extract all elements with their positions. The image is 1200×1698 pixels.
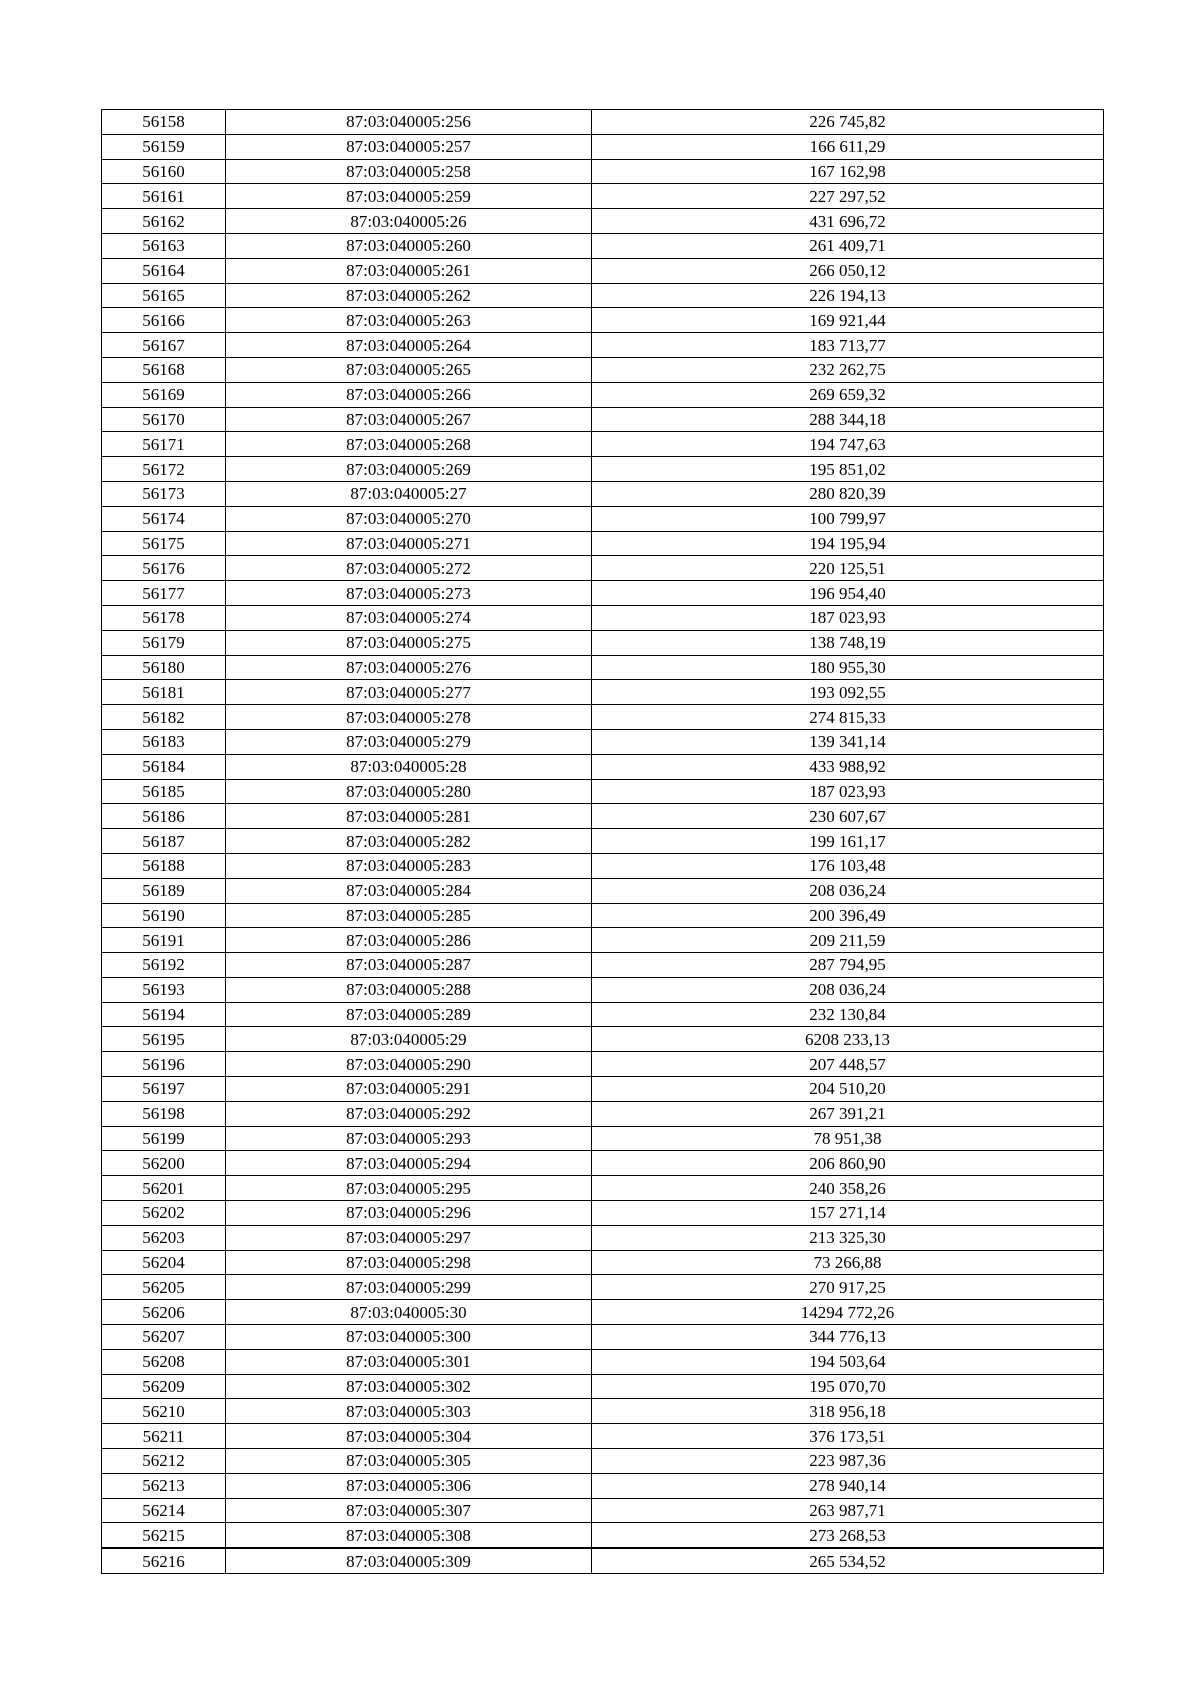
table-row <box>102 1250 1104 1275</box>
row-number-cell: 56180 <box>102 655 226 680</box>
row-number-cell: 56162 <box>102 209 226 234</box>
table-row <box>102 481 1104 506</box>
cadastral-number-cell: 87:03:040005:273 <box>226 581 592 606</box>
cadastral-number-cell: 87:03:040005:306 <box>226 1473 592 1498</box>
table-row <box>102 506 1104 531</box>
cadastral-number-cell: 87:03:040005:290 <box>226 1052 592 1077</box>
row-number-cell: 56210 <box>102 1399 226 1424</box>
row-number-cell: 56204 <box>102 1250 226 1275</box>
cadastral-number-cell: 87:03:040005:28 <box>226 754 592 779</box>
cadastral-number-cell: 87:03:040005:286 <box>226 928 592 953</box>
table-row <box>102 357 1104 382</box>
row-number-cell: 56199 <box>102 1126 226 1151</box>
row-number-cell: 56175 <box>102 531 226 556</box>
cadastral-number-cell: 87:03:040005:274 <box>226 605 592 630</box>
row-number-cell: 56181 <box>102 680 226 705</box>
row-number-cell: 56163 <box>102 233 226 258</box>
row-number-cell: 56168 <box>102 357 226 382</box>
cadastral-value-cell: 226 194,13 <box>592 283 1104 308</box>
cadastral-value-cell: 139 341,14 <box>592 729 1104 754</box>
cadastral-number-cell: 87:03:040005:288 <box>226 977 592 1002</box>
table-row <box>102 531 1104 556</box>
cadastral-value-cell: 273 268,53 <box>592 1523 1104 1548</box>
cadastral-number-cell: 87:03:040005:294 <box>226 1151 592 1176</box>
row-number-cell: 56186 <box>102 804 226 829</box>
cadastral-number-cell: 87:03:040005:256 <box>226 110 592 135</box>
cadastral-number-cell: 87:03:040005:289 <box>226 1002 592 1027</box>
cadastral-number-cell: 87:03:040005:307 <box>226 1498 592 1523</box>
cadastral-number-cell: 87:03:040005:295 <box>226 1176 592 1201</box>
row-number-cell: 56160 <box>102 159 226 184</box>
cadastral-number-cell: 87:03:040005:27 <box>226 481 592 506</box>
row-number-cell: 56185 <box>102 779 226 804</box>
table-row <box>102 233 1104 258</box>
table-row <box>102 977 1104 1002</box>
row-number-cell: 56166 <box>102 308 226 333</box>
cadastral-value-cell: 73 266,88 <box>592 1250 1104 1275</box>
row-number-cell: 56190 <box>102 903 226 928</box>
row-number-cell: 56179 <box>102 630 226 655</box>
row-number-cell: 56212 <box>102 1449 226 1474</box>
cadastral-value-cell: 433 988,92 <box>592 754 1104 779</box>
cadastral-value-cell: 194 503,64 <box>592 1349 1104 1374</box>
cadastral-number-cell: 87:03:040005:26 <box>226 209 592 234</box>
cadastral-number-cell: 87:03:040005:272 <box>226 556 592 581</box>
row-number-cell: 56176 <box>102 556 226 581</box>
cadastral-value-cell: 166 611,29 <box>592 134 1104 159</box>
cadastral-number-cell: 87:03:040005:309 <box>226 1548 592 1573</box>
cadastral-value-cell: 232 262,75 <box>592 357 1104 382</box>
cadastral-number-cell: 87:03:040005:259 <box>226 184 592 209</box>
table-row <box>102 1300 1104 1325</box>
row-number-cell: 56200 <box>102 1151 226 1176</box>
table-row <box>102 804 1104 829</box>
cadastral-number-cell: 87:03:040005:270 <box>226 506 592 531</box>
row-number-cell: 56187 <box>102 829 226 854</box>
cadastral-number-cell: 87:03:040005:277 <box>226 680 592 705</box>
cadastral-value-cell: 195 851,02 <box>592 457 1104 482</box>
row-number-cell: 56192 <box>102 953 226 978</box>
cadastral-number-cell: 87:03:040005:282 <box>226 829 592 854</box>
cadastral-number-cell: 87:03:040005:284 <box>226 878 592 903</box>
cadastral-value-cell: 274 815,33 <box>592 705 1104 730</box>
cadastral-number-cell: 87:03:040005:301 <box>226 1349 592 1374</box>
cadastral-number-cell: 87:03:040005:302 <box>226 1374 592 1399</box>
cadastral-value-cell: 138 748,19 <box>592 630 1104 655</box>
cadastral-number-cell: 87:03:040005:275 <box>226 630 592 655</box>
table-row <box>102 407 1104 432</box>
cadastral-value-cell: 220 125,51 <box>592 556 1104 581</box>
table-row <box>102 1176 1104 1201</box>
row-number-cell: 56198 <box>102 1101 226 1126</box>
cadastral-number-cell: 87:03:040005:257 <box>226 134 592 159</box>
row-number-cell: 56171 <box>102 432 226 457</box>
cadastral-value-cell: 213 325,30 <box>592 1225 1104 1250</box>
cadastral-number-cell: 87:03:040005:278 <box>226 705 592 730</box>
cadastral-value-cell: 278 940,14 <box>592 1473 1104 1498</box>
table-row <box>102 1449 1104 1474</box>
cadastral-number-cell: 87:03:040005:285 <box>226 903 592 928</box>
table-row <box>102 754 1104 779</box>
table-row <box>102 705 1104 730</box>
cadastral-number-cell: 87:03:040005:267 <box>226 407 592 432</box>
table-row <box>102 110 1104 135</box>
cadastral-value-cell: 266 050,12 <box>592 258 1104 283</box>
cadastral-value-cell: 180 955,30 <box>592 655 1104 680</box>
cadastral-value-cell: 199 161,17 <box>592 829 1104 854</box>
cadastral-number-cell: 87:03:040005:262 <box>226 283 592 308</box>
cadastral-number-cell: 87:03:040005:271 <box>226 531 592 556</box>
cadastral-value-cell: 100 799,97 <box>592 506 1104 531</box>
row-number-cell: 56202 <box>102 1201 226 1226</box>
table-row <box>102 333 1104 358</box>
cadastral-value-cell: 194 195,94 <box>592 531 1104 556</box>
table-row <box>102 258 1104 283</box>
cadastral-value-cell: 344 776,13 <box>592 1325 1104 1350</box>
cadastral-value-cell: 263 987,71 <box>592 1498 1104 1523</box>
cadastral-number-cell: 87:03:040005:296 <box>226 1201 592 1226</box>
row-number-cell: 56159 <box>102 134 226 159</box>
row-number-cell: 56193 <box>102 977 226 1002</box>
cadastral-value-cell: 261 409,71 <box>592 233 1104 258</box>
table-row <box>102 729 1104 754</box>
cadastral-value-cell: 280 820,39 <box>592 481 1104 506</box>
cadastral-value-cell: 169 921,44 <box>592 308 1104 333</box>
cadastral-number-cell: 87:03:040005:29 <box>226 1027 592 1052</box>
cadastral-number-cell: 87:03:040005:283 <box>226 853 592 878</box>
cadastral-value-cell: 200 396,49 <box>592 903 1104 928</box>
cadastral-number-cell: 87:03:040005:299 <box>226 1275 592 1300</box>
table-row <box>102 432 1104 457</box>
cadastral-value-cell: 267 391,21 <box>592 1101 1104 1126</box>
row-number-cell: 56184 <box>102 754 226 779</box>
cadastral-number-cell: 87:03:040005:287 <box>226 953 592 978</box>
row-number-cell: 56194 <box>102 1002 226 1027</box>
table-row <box>102 903 1104 928</box>
row-number-cell: 56215 <box>102 1523 226 1548</box>
cadastral-value-cell: 207 448,57 <box>592 1052 1104 1077</box>
row-number-cell: 56158 <box>102 110 226 135</box>
row-number-cell: 56170 <box>102 407 226 432</box>
cadastral-value-cell: 270 917,25 <box>592 1275 1104 1300</box>
row-number-cell: 56208 <box>102 1349 226 1374</box>
cadastral-value-cell: 209 211,59 <box>592 928 1104 953</box>
table-row <box>102 1424 1104 1449</box>
cadastral-value-cell: 6208 233,13 <box>592 1027 1104 1052</box>
row-number-cell: 56203 <box>102 1225 226 1250</box>
cadastral-value-cell: 232 130,84 <box>592 1002 1104 1027</box>
cadastral-number-cell: 87:03:040005:304 <box>226 1424 592 1449</box>
cadastral-value-cell: 204 510,20 <box>592 1077 1104 1102</box>
cadastral-number-cell: 87:03:040005:303 <box>226 1399 592 1424</box>
cadastral-number-cell: 87:03:040005:297 <box>226 1225 592 1250</box>
cadastral-value-cell: 431 696,72 <box>592 209 1104 234</box>
cadastral-value-cell: 208 036,24 <box>592 977 1104 1002</box>
row-number-cell: 56197 <box>102 1077 226 1102</box>
row-number-cell: 56206 <box>102 1300 226 1325</box>
cadastral-value-cell: 14294 772,26 <box>592 1300 1104 1325</box>
table-row <box>102 184 1104 209</box>
row-number-cell: 56216 <box>102 1548 226 1573</box>
cadastral-value-cell: 193 092,55 <box>592 680 1104 705</box>
table-row <box>102 159 1104 184</box>
table-row <box>102 556 1104 581</box>
cadastral-value-cell: 187 023,93 <box>592 605 1104 630</box>
cadastral-number-cell: 87:03:040005:280 <box>226 779 592 804</box>
table-row <box>102 1126 1104 1151</box>
table-row <box>102 1349 1104 1374</box>
cadastral-number-cell: 87:03:040005:30 <box>226 1300 592 1325</box>
table-row <box>102 1399 1104 1424</box>
table-row <box>102 382 1104 407</box>
table-row <box>102 680 1104 705</box>
row-number-cell: 56195 <box>102 1027 226 1052</box>
table-row <box>102 1002 1104 1027</box>
row-number-cell: 56196 <box>102 1052 226 1077</box>
cadastral-number-cell: 87:03:040005:258 <box>226 159 592 184</box>
table-row <box>102 1225 1104 1250</box>
row-number-cell: 56169 <box>102 382 226 407</box>
row-number-cell: 56209 <box>102 1374 226 1399</box>
row-number-cell: 56173 <box>102 481 226 506</box>
row-number-cell: 56205 <box>102 1275 226 1300</box>
cadastral-number-cell: 87:03:040005:266 <box>226 382 592 407</box>
cadastral-value-cell: 195 070,70 <box>592 1374 1104 1399</box>
cadastral-value-cell: 157 271,14 <box>592 1201 1104 1226</box>
row-number-cell: 56214 <box>102 1498 226 1523</box>
cadastral-number-cell: 87:03:040005:279 <box>226 729 592 754</box>
row-number-cell: 56172 <box>102 457 226 482</box>
cadastral-number-cell: 87:03:040005:263 <box>226 308 592 333</box>
row-number-cell: 56191 <box>102 928 226 953</box>
cadastral-value-cell: 176 103,48 <box>592 853 1104 878</box>
table-row <box>102 655 1104 680</box>
row-number-cell: 56183 <box>102 729 226 754</box>
cadastral-number-cell: 87:03:040005:261 <box>226 258 592 283</box>
row-number-cell: 56201 <box>102 1176 226 1201</box>
table-row <box>102 1275 1104 1300</box>
cadastral-number-cell: 87:03:040005:298 <box>226 1250 592 1275</box>
table-row <box>102 1052 1104 1077</box>
table-row <box>102 878 1104 903</box>
cadastral-value-cell: 318 956,18 <box>592 1399 1104 1424</box>
cadastral-number-cell: 87:03:040005:260 <box>226 233 592 258</box>
table-row <box>102 853 1104 878</box>
table-row <box>102 209 1104 234</box>
table-row <box>102 1077 1104 1102</box>
row-number-cell: 56177 <box>102 581 226 606</box>
table-row <box>102 283 1104 308</box>
cadastral-value-cell: 287 794,95 <box>592 953 1104 978</box>
cadastral-number-cell: 87:03:040005:308 <box>226 1523 592 1548</box>
table-row <box>102 134 1104 159</box>
table-row <box>102 1548 1104 1573</box>
cadastral-value-cell: 376 173,51 <box>592 1424 1104 1449</box>
row-number-cell: 56178 <box>102 605 226 630</box>
cadastral-value-cell: 240 358,26 <box>592 1176 1104 1201</box>
table-row <box>102 928 1104 953</box>
cadastral-number-cell: 87:03:040005:281 <box>226 804 592 829</box>
row-number-cell: 56211 <box>102 1424 226 1449</box>
cadastral-number-cell: 87:03:040005:292 <box>226 1101 592 1126</box>
cadastral-number-cell: 87:03:040005:300 <box>226 1325 592 1350</box>
row-number-cell: 56213 <box>102 1473 226 1498</box>
table-row <box>102 605 1104 630</box>
row-number-cell: 56161 <box>102 184 226 209</box>
row-number-cell: 56182 <box>102 705 226 730</box>
table-row <box>102 1201 1104 1226</box>
cadastral-value-cell: 269 659,32 <box>592 382 1104 407</box>
cadastral-number-cell: 87:03:040005:276 <box>226 655 592 680</box>
cadastral-number-cell: 87:03:040005:264 <box>226 333 592 358</box>
row-number-cell: 56189 <box>102 878 226 903</box>
table-row <box>102 1498 1104 1523</box>
cadastral-value-cell: 227 297,52 <box>592 184 1104 209</box>
cadastral-value-cell: 226 745,82 <box>592 110 1104 135</box>
row-number-cell: 56174 <box>102 506 226 531</box>
table-row <box>102 1523 1104 1548</box>
cadastral-value-cell: 196 954,40 <box>592 581 1104 606</box>
row-number-cell: 56164 <box>102 258 226 283</box>
row-number-cell: 56188 <box>102 853 226 878</box>
table-row <box>102 1027 1104 1052</box>
cadastral-value-cell: 194 747,63 <box>592 432 1104 457</box>
table-row <box>102 1151 1104 1176</box>
table-row <box>102 457 1104 482</box>
cadastral-number-cell: 87:03:040005:269 <box>226 457 592 482</box>
cadastral-number-cell: 87:03:040005:265 <box>226 357 592 382</box>
table-row <box>102 1101 1104 1126</box>
cadastral-value-cell: 206 860,90 <box>592 1151 1104 1176</box>
cadastral-value-table <box>101 109 1104 1574</box>
cadastral-value-cell: 78 951,38 <box>592 1126 1104 1151</box>
table-row <box>102 630 1104 655</box>
table-row <box>102 779 1104 804</box>
cadastral-value-cell: 230 607,67 <box>592 804 1104 829</box>
table-row <box>102 581 1104 606</box>
table-row <box>102 1374 1104 1399</box>
table-row <box>102 308 1104 333</box>
row-number-cell: 56207 <box>102 1325 226 1350</box>
table-body <box>102 110 1104 1574</box>
table-row <box>102 1325 1104 1350</box>
cadastral-value-cell: 223 987,36 <box>592 1449 1104 1474</box>
cadastral-value-cell: 167 162,98 <box>592 159 1104 184</box>
cadastral-value-cell: 288 344,18 <box>592 407 1104 432</box>
table-row <box>102 1473 1104 1498</box>
cadastral-value-cell: 265 534,52 <box>592 1548 1104 1573</box>
cadastral-number-cell: 87:03:040005:291 <box>226 1077 592 1102</box>
table-row <box>102 953 1104 978</box>
cadastral-number-cell: 87:03:040005:305 <box>226 1449 592 1474</box>
cadastral-number-cell: 87:03:040005:293 <box>226 1126 592 1151</box>
cadastral-value-cell: 187 023,93 <box>592 779 1104 804</box>
row-number-cell: 56167 <box>102 333 226 358</box>
row-number-cell: 56165 <box>102 283 226 308</box>
cadastral-number-cell: 87:03:040005:268 <box>226 432 592 457</box>
cadastral-value-cell: 183 713,77 <box>592 333 1104 358</box>
table-row <box>102 829 1104 854</box>
cadastral-value-cell: 208 036,24 <box>592 878 1104 903</box>
